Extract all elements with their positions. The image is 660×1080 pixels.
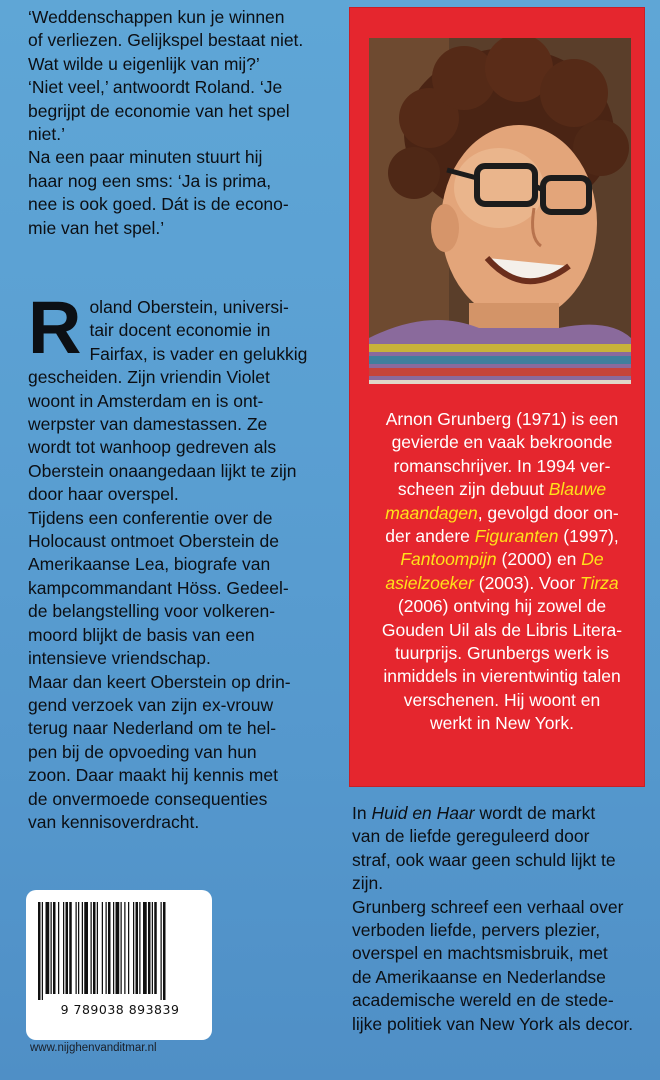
barcode-bar — [161, 902, 162, 1000]
barcode-bar — [136, 902, 139, 994]
blurb-line: van de liefde gereguleerd door — [352, 826, 590, 847]
book-title: Fantoompijn — [400, 549, 497, 570]
book-title: De — [581, 549, 604, 570]
barcode-bar — [66, 902, 69, 994]
barcode-bar — [121, 902, 122, 994]
summary-line: Oberstein onaangedaan lijkt te zijn — [28, 460, 297, 481]
barcode-bar — [84, 902, 88, 994]
quote-line: Wat wilde u eigenlijk van mij?’ — [28, 53, 260, 74]
bio-text: der andere — [385, 526, 475, 547]
summary-line: oland Oberstein, universi- — [89, 297, 289, 317]
blurb-line: de Amerikaanse en Nederlandse — [352, 966, 606, 987]
isbn-number: 9 789038 893839 — [60, 1002, 180, 1017]
barcode-bar — [128, 902, 129, 994]
bio-line: romanschrijver. In 1994 ver- — [393, 455, 611, 476]
quote-line: haar nog een sms: ‘Ja is prima, — [28, 170, 272, 191]
bio-line: (2006) ontving hij zowel de — [397, 596, 607, 617]
book-title: Tirza — [579, 572, 619, 593]
bio-line: Arnon Grunberg (1971) is een — [385, 409, 619, 429]
isbn-barcode — [26, 890, 212, 1040]
barcode-bar — [46, 902, 50, 994]
bio-line: verschenen. Hij woont en — [403, 689, 601, 710]
bio-line — [370, 478, 634, 501]
summary-line: Holocaust ontmoet Oberstein de — [28, 531, 279, 552]
bio-line — [370, 525, 634, 548]
summary-line: de belangstelling voor volkeren- — [28, 601, 276, 622]
bio-line: tuurprijs. Grunbergs werk is — [395, 643, 609, 664]
quote-line: ‘Weddenschappen kun je winnen — [28, 7, 285, 27]
blurb-line: verboden liefde, pervers plezier, — [352, 920, 601, 941]
summary-line: Tijdens een conferentie over de — [28, 507, 273, 528]
bio-text: (2000) en — [496, 549, 582, 570]
book-title: Figuranten — [474, 526, 559, 547]
quote-line: nee is ook goed. Dát is de econo- — [28, 194, 289, 215]
quote-line: mie van het spel.’ — [28, 217, 165, 238]
blurb-text: wordt de markt — [474, 803, 596, 823]
barcode-bar — [76, 902, 77, 994]
summary-line: tair docent economie in — [89, 320, 271, 341]
bio-line: inmiddels in vierentwintig talen — [383, 666, 621, 687]
barcode-bar — [139, 902, 140, 994]
bio-text: scheen zijn debuut — [397, 479, 549, 500]
book-title: maandagen — [385, 502, 478, 523]
bio-line — [370, 548, 634, 571]
summary-line: de onvermoede consequenties — [28, 788, 268, 809]
summary-line: zoon. Daar maakt hij kennis met — [28, 765, 278, 786]
bio-line: Gouden Uil als de Libris Litera- — [381, 619, 623, 640]
blurb-line: Grunberg schreef een verhaal over — [352, 896, 624, 917]
book-title: Huid en Haar — [371, 803, 475, 823]
barcode-bar — [42, 902, 43, 1000]
blurb-line: zijn. — [352, 873, 384, 894]
blurb-text: In — [352, 803, 372, 823]
summary-line: Amerikaanse Lea, biografe van — [28, 554, 271, 575]
barcode-bar — [154, 902, 157, 994]
barcode-bar — [78, 902, 79, 994]
barcode-bar — [97, 902, 98, 994]
summary-line: pen bij de opvoeding van hun — [28, 741, 257, 762]
author-portrait-illustration — [369, 38, 631, 384]
bio-line: gevierde en vaak bekroonde — [391, 432, 613, 453]
blurb-line: overspel en machtsmisbruik, met — [352, 943, 608, 964]
blurb-line: lijke politiek van New York als decor. — [352, 1013, 634, 1034]
barcode-bar — [148, 902, 151, 994]
summary-line: woont in Amsterdam en is ont- — [28, 390, 264, 411]
barcode-bar — [53, 902, 56, 994]
book-title: asielzoeker — [385, 572, 474, 593]
publisher-website[interactable]: www.nijghenvanditmar.nl — [30, 1042, 157, 1054]
barcode-bar — [102, 902, 103, 994]
barcode-bars — [36, 902, 202, 1000]
barcode-bar — [58, 902, 59, 994]
summary-line: intensieve vriendschap. — [28, 648, 211, 669]
drop-cap-letter: R — [28, 286, 82, 369]
author-photo — [369, 38, 631, 384]
barcode-bar — [163, 902, 166, 1000]
summary-line: Maar dan keert Oberstein op drin- — [28, 671, 291, 692]
quote-line: ‘Niet veel,’ antwoordt Roland. ‘Je — [28, 77, 283, 98]
bio-line — [370, 572, 634, 595]
summary-line: gescheiden. Zijn vriendin Violet — [28, 367, 270, 388]
opening-quote — [28, 6, 346, 240]
barcode-bar — [93, 902, 96, 994]
quote-line: of verliezen. Gelijkspel bestaat niet. — [28, 30, 304, 51]
barcode-bar — [133, 902, 134, 994]
summary-line: kampcommandant Höss. Gedeel- — [28, 577, 289, 598]
summary-line: van kennisoverdracht. — [28, 811, 200, 832]
bio-line — [370, 502, 634, 525]
book-title: Blauwe — [548, 479, 607, 500]
summary-line: Fairfax, is vader en gelukkig — [89, 343, 308, 364]
barcode-bar — [51, 902, 52, 994]
summary-line: werpster van damestassen. Ze — [28, 414, 268, 435]
barcode-bar — [152, 902, 153, 994]
author-biography — [370, 408, 634, 736]
barcode-bar — [143, 902, 147, 994]
barcode-bar — [106, 902, 107, 994]
barcode-bar — [113, 902, 114, 994]
bio-line: werkt in New York. — [430, 713, 574, 734]
barcode-bar — [63, 902, 64, 994]
book-summary — [28, 286, 346, 834]
bio-text: , gevolgd door on- — [477, 502, 619, 523]
barcode-bar — [38, 902, 41, 1000]
bio-text: (2003). Voor — [473, 572, 580, 593]
barcode-bar — [108, 902, 111, 994]
quote-line: niet.’ — [28, 124, 65, 145]
blurb-line: academische wereld en de stede- — [352, 990, 614, 1011]
book-blurb — [352, 802, 648, 1036]
quote-line: begrijpt de economie van het spel — [28, 100, 290, 121]
bio-text: (1997), — [558, 526, 619, 547]
summary-line: terug naar Nederland om te hel- — [28, 718, 277, 739]
summary-line: gend verzoek van zijn ex-vrouw — [28, 694, 274, 715]
summary-line: moord blijkt de basis van een — [28, 624, 255, 645]
quote-line: Na een paar minuten stuurt hij — [28, 147, 263, 168]
summary-line: door haar overspel. — [28, 484, 179, 505]
barcode-bar — [124, 902, 125, 994]
blurb-line: straf, ook waar geen schuld lijkt te — [352, 849, 616, 870]
barcode-bar — [116, 902, 120, 994]
barcode-bar — [82, 902, 83, 994]
summary-line: wordt tot wanhoop gedreven als — [28, 437, 277, 458]
barcode-bar — [69, 902, 72, 994]
barcode-bar — [91, 902, 92, 994]
blurb-line — [352, 802, 648, 825]
